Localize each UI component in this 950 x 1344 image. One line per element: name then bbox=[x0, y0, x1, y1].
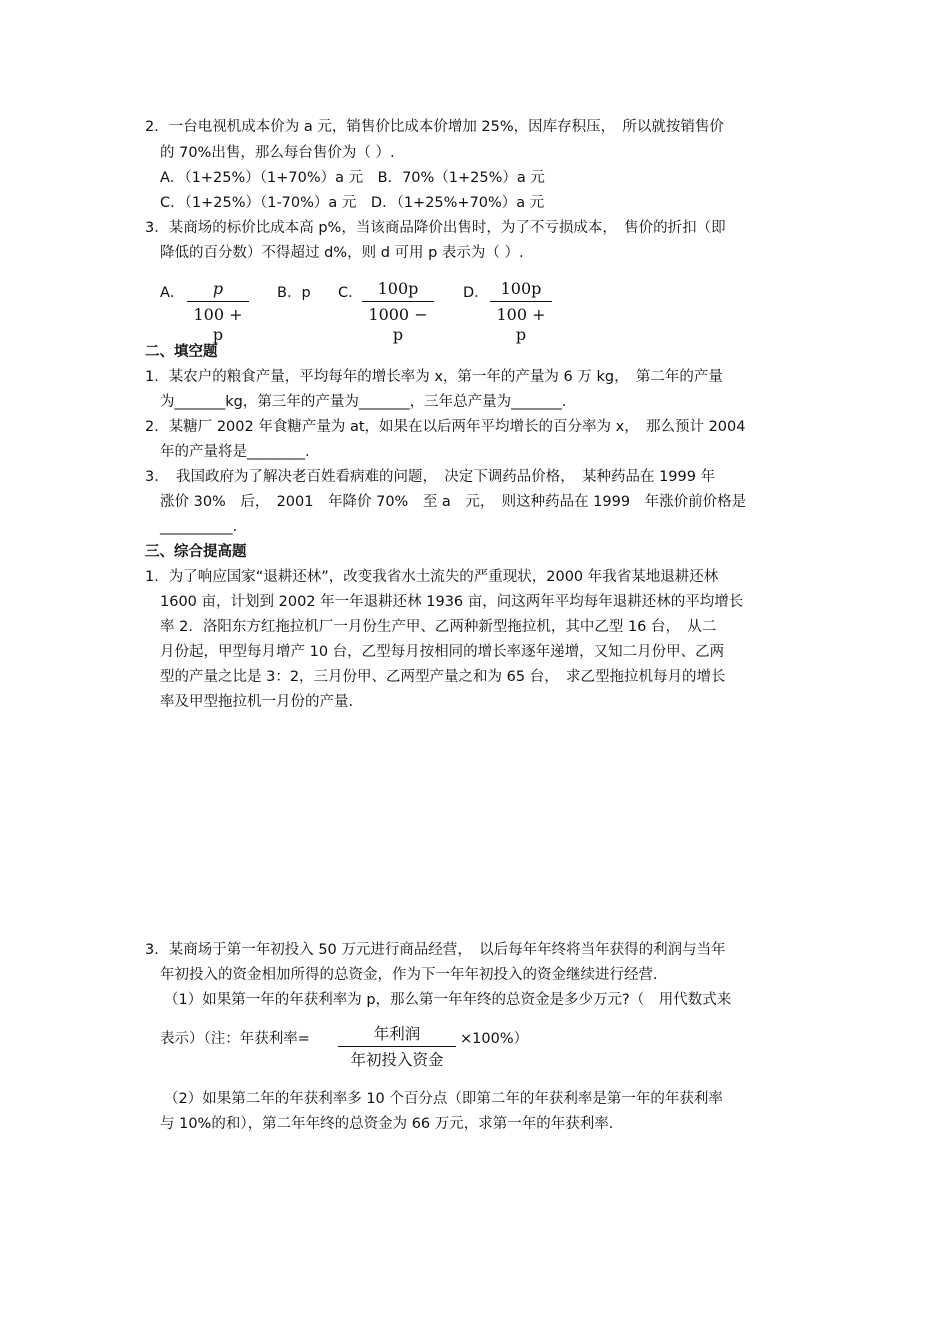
fraction-denominator: 1000 − p bbox=[368, 305, 428, 344]
q3-option-c-label: C． bbox=[338, 285, 363, 301]
q3-option-a-label: A． bbox=[160, 285, 185, 301]
mall-sub1-line1: （1）如果第一年的年获利率为 p，那么第一年年终的总资金是多少万元?（ 用代数式来 bbox=[164, 992, 732, 1008]
mall-q-line1: 3．某商场于第一年初投入 50 万元进行商品经营， 以后每年年终将当年获得的利润与当年 bbox=[145, 942, 726, 958]
s3-q1-line5: 型的产量之比是 3：2，三月份甲、乙两型产量之和为 65 台， 求乙型拖拉机每月的增长 bbox=[160, 669, 726, 685]
s2-q3-line3: __________. bbox=[160, 519, 238, 535]
s2-q2-line2: 年的产量将是________. bbox=[160, 444, 310, 460]
q3-line1: 3．某商场的标价比成本高 p%，当该商品降价出售时，为了不亏损成本， 售价的折扣（即 bbox=[145, 220, 726, 236]
q3-option-c-fraction bbox=[362, 279, 434, 345]
fraction-bar bbox=[362, 301, 434, 302]
section2-title: 二、填空题 bbox=[145, 344, 218, 360]
s2-q1-line2: 为_______kg，第三年的产量为_______，三年总产量为_______. bbox=[160, 394, 567, 410]
q3-option-d-fraction bbox=[490, 279, 552, 345]
q3-option-a-fraction bbox=[187, 279, 249, 345]
mall-sub2-line2: 与 10%的和），第二年年终的总资金为 66 万元，求第一年的年获利率. bbox=[160, 1116, 614, 1132]
s2-q3-line2: 涨价 30% 后， 2001 年降价 70% 至 a 元， 则这种药品在 1999 年涨价前价格是 bbox=[160, 494, 747, 510]
q2-line2: 的 70%出售，那么每台售价为（ ）. bbox=[160, 145, 395, 161]
q3-line2: 降低的百分数）不得超过 d%，则 d 可用 p 表示为（ ）. bbox=[160, 245, 524, 261]
s2-q3-line1: 3． 我国政府为了解决老百姓看病难的问题， 决定下调药品价格， 某种药品在 1999 年 bbox=[145, 469, 716, 485]
fraction-numerator: p bbox=[212, 279, 224, 298]
fraction-bar bbox=[490, 301, 552, 302]
q2-options-ab: A．（1+25%）（1+70%）a 元 B．70%（1+25%）a 元 bbox=[160, 170, 545, 186]
s2-q2-line1: 2．某糖厂 2002 年食糖产量为 at，如果在以后两年平均增长的百分率为 x， 那么预计 2004 bbox=[145, 419, 746, 435]
fraction-denominator: 年初投入资金 bbox=[350, 1051, 444, 1069]
s3-q1-line2: 1600 亩，计划到 2002 年一年退耕还林 1936 亩，问这两年平均每年退耕还林的平均增长 bbox=[160, 594, 744, 610]
s2-q1-line1: 1．某农户的粮食产量，平均每年的增长率为 x，第一年的产量为 6 万 kg， 第二年的产量 bbox=[145, 369, 723, 385]
fraction-bar bbox=[187, 301, 249, 302]
mall-sub1-suffix: ×100%） bbox=[460, 1031, 529, 1047]
q3-option-d-label: D． bbox=[463, 285, 489, 301]
fraction-denominator: 100 + p bbox=[193, 305, 243, 344]
section3-title: 三、综合提高题 bbox=[145, 544, 247, 560]
mall-q-line2: 年初投入的资金相加所得的总资金，作为下一年年初投入的资金继续进行经营. bbox=[160, 967, 658, 983]
fraction-numerator: 100p bbox=[500, 279, 542, 298]
s3-q1-line4: 月份起，甲型每月增产 10 台，乙型每月按相同的增长率逐年递增，又知二月份甲、乙两 bbox=[160, 644, 725, 660]
q3-option-b: B．p bbox=[277, 285, 311, 301]
mall-sub1-prefix: 表示）（注：年获利率= bbox=[160, 1031, 310, 1047]
s3-q1-line3: 率 2．洛阳东方红拖拉机厂一月份生产甲、乙两种新型拖拉机，其中乙型 16 台， 从二 bbox=[160, 619, 717, 635]
fraction-numerator: 年利润 bbox=[373, 1025, 421, 1043]
s3-q1-line6: 率及甲型拖拉机一月份的产量. bbox=[160, 694, 354, 710]
fraction-numerator: 100p bbox=[377, 279, 419, 298]
q2-line1: 2．一台电视机成本价为 a 元，销售价比成本价增加 25%，因库存积压， 所以就按销售价 bbox=[145, 119, 724, 135]
s3-q1-line1: 1．为了响应国家“退耕还林”，改变我省水土流失的严重现状，2000 年我省某地退耕还林 bbox=[145, 569, 719, 585]
fraction-bar bbox=[338, 1046, 456, 1047]
mall-sub2-line1: （2）如果第二年的年获利率多 10 个百分点（即第二年的年获利率是第一年的年获利率 bbox=[164, 1091, 723, 1107]
fraction-denominator: 100 + p bbox=[496, 305, 546, 344]
q2-options-cd: C．（1+25%）（1-70%）a 元 D．（1+25%+70%）a 元 bbox=[160, 195, 545, 211]
profit-rate-fraction bbox=[338, 1024, 456, 1070]
